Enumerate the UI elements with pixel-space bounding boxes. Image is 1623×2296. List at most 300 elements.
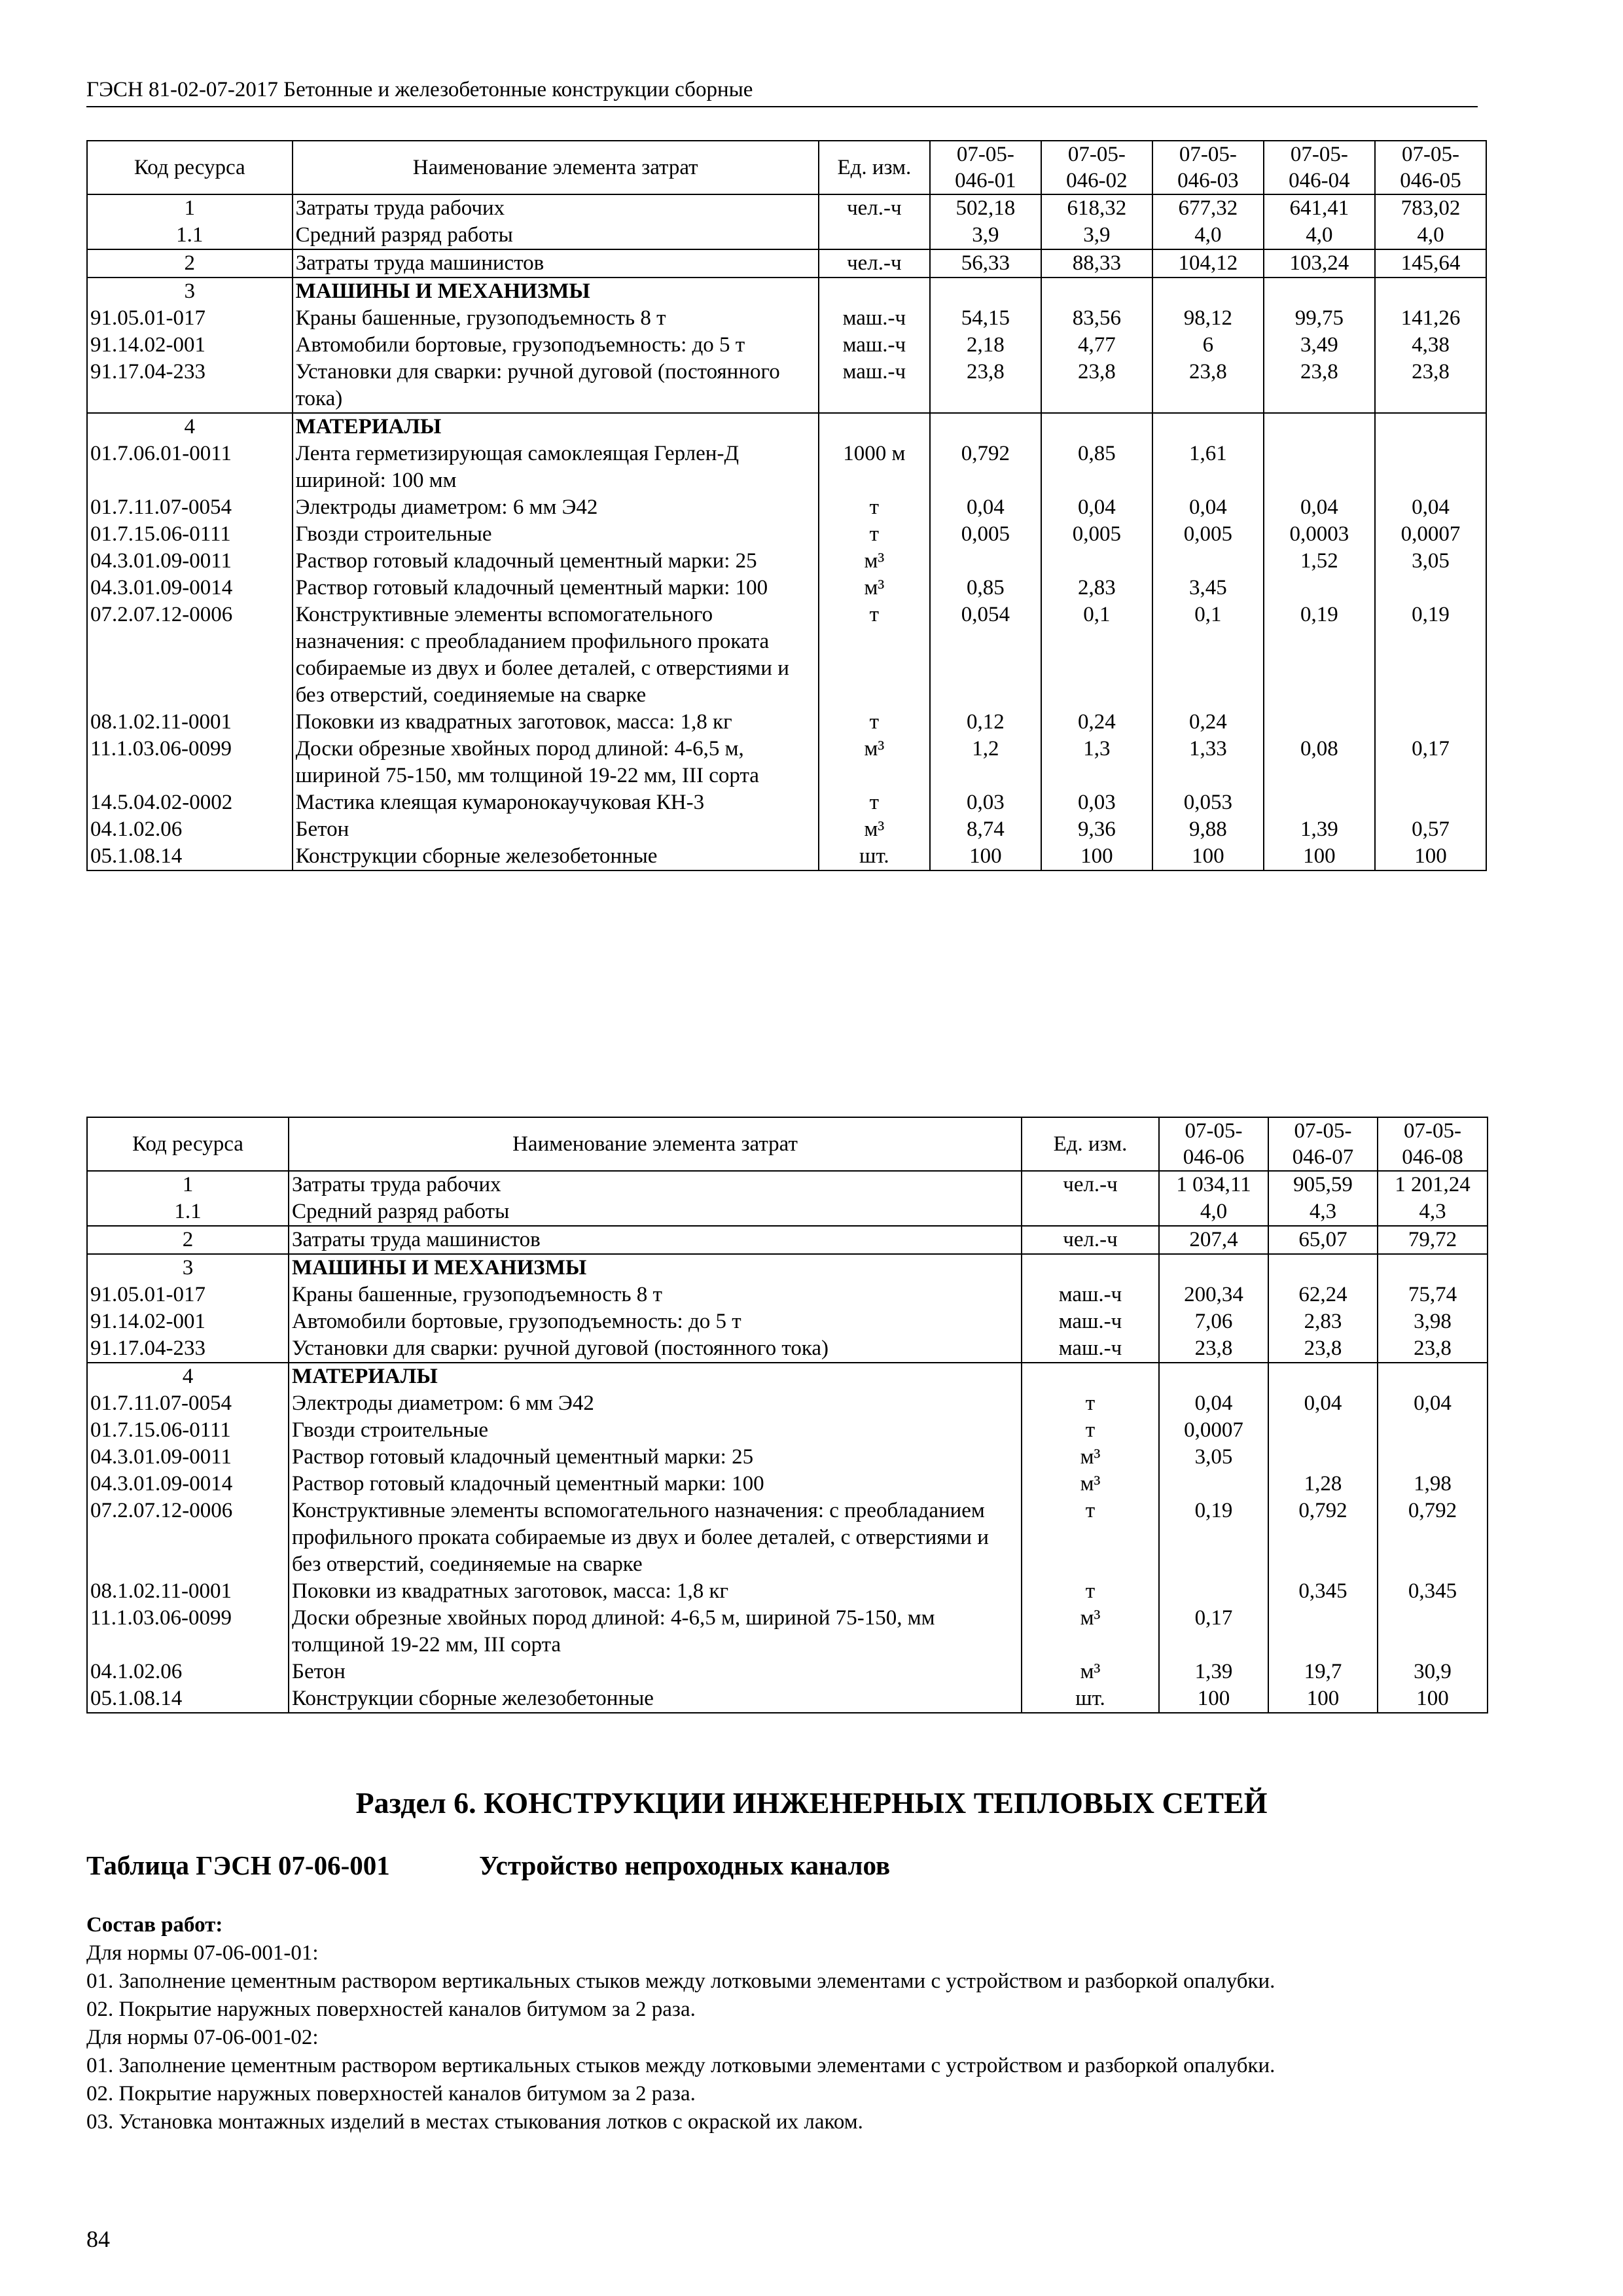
work-line: 03. Установка монтажных изделий в местах стыкования лотков с окраской их лаком. bbox=[86, 2110, 863, 2134]
resource-value: 0,19 bbox=[1264, 601, 1375, 709]
resource-unit: м³ bbox=[1022, 1471, 1159, 1498]
header-code: Код ресурса bbox=[87, 141, 293, 194]
resource-name: Поковки из квадратных заготовок, масса: 1,8 кг bbox=[289, 1578, 1022, 1605]
resource-unit: м³ bbox=[1022, 1659, 1159, 1685]
resource-code: 2 bbox=[87, 249, 293, 278]
resource-unit: маш.-ч bbox=[819, 332, 930, 359]
resource-name: Автомобили бортовые, грузоподъемность: до 5 т bbox=[293, 332, 819, 359]
resource-value: 0,03 bbox=[1041, 789, 1152, 816]
header-name: Наименование элемента затрат bbox=[289, 1117, 1022, 1171]
work-line: 01. Заполнение цементным раствором вертикальных стыков между лотковыми элементами с устройством и разборкой опалубки. bbox=[86, 1969, 1275, 1993]
resource-value bbox=[1268, 1605, 1378, 1659]
resource-name: Гвозди строительные bbox=[289, 1417, 1022, 1444]
resource-value bbox=[1375, 709, 1486, 736]
resource-value bbox=[930, 548, 1041, 575]
resource-code: 04.1.02.06 bbox=[87, 816, 293, 843]
header-code: Код ресурса bbox=[87, 1117, 289, 1171]
resource-value: 0,19 bbox=[1375, 601, 1486, 709]
resource-value: 1,98 bbox=[1378, 1471, 1488, 1498]
resource-name: Бетон bbox=[289, 1659, 1022, 1685]
resource-value bbox=[1375, 278, 1486, 305]
resource-value: 3,49 bbox=[1264, 332, 1375, 359]
resource-value: 1,61 bbox=[1152, 440, 1264, 494]
resource-code: 4 bbox=[87, 413, 293, 440]
resource-unit bbox=[819, 278, 930, 305]
resource-name: Доски обрезные хвойных пород длиной: 4-6,5 м, шириной 75-150, мм толщиной 19-22 мм, III сорта bbox=[293, 736, 819, 789]
resource-value: 23,8 bbox=[1264, 359, 1375, 413]
resource-code: 04.3.01.09-0011 bbox=[87, 548, 293, 575]
resource-unit: т bbox=[819, 789, 930, 816]
resource-value: 100 bbox=[1268, 1685, 1378, 1713]
resource-name: Гвозди строительные bbox=[293, 521, 819, 548]
resource-code: 08.1.02.11-0001 bbox=[87, 1578, 289, 1605]
resource-code: 14.5.04.02-0002 bbox=[87, 789, 293, 816]
resource-code: 91.14.02-001 bbox=[87, 1308, 289, 1335]
resource-value bbox=[1041, 548, 1152, 575]
resource-name: Электроды диаметром: 6 мм Э42 bbox=[289, 1390, 1022, 1417]
resource-code: 04.3.01.09-0011 bbox=[87, 1444, 289, 1471]
resource-value bbox=[1152, 413, 1264, 440]
resource-value: 4,0 bbox=[1159, 1198, 1268, 1226]
resource-value: 2,83 bbox=[1041, 575, 1152, 601]
resource-code: 07.2.07.12-0006 bbox=[87, 601, 293, 709]
resource-code: 91.05.01-017 bbox=[87, 305, 293, 332]
table-header-row bbox=[87, 1117, 1488, 1171]
table-row bbox=[87, 601, 1486, 709]
work-line: Для нормы 07-06-001-01: bbox=[86, 1941, 319, 1965]
resource-value bbox=[1159, 1471, 1268, 1498]
table-row bbox=[87, 789, 1486, 816]
resource-unit: 1000 м bbox=[819, 440, 930, 494]
resource-value bbox=[1378, 1254, 1488, 1282]
resource-unit: т bbox=[1022, 1390, 1159, 1417]
table-row bbox=[87, 1659, 1488, 1685]
resource-value: 0,04 bbox=[1268, 1390, 1378, 1417]
resource-value: 3,05 bbox=[1159, 1444, 1268, 1471]
table-row bbox=[87, 548, 1486, 575]
work-composition bbox=[86, 1911, 1526, 2136]
resource-value bbox=[1375, 789, 1486, 816]
resource-value: 677,32 bbox=[1152, 194, 1264, 222]
resource-name: Раствор готовый кладочный цементный марки: 100 bbox=[289, 1471, 1022, 1498]
resource-value: 23,8 bbox=[1375, 359, 1486, 413]
resource-unit: чел.-ч bbox=[819, 249, 930, 278]
table-row bbox=[87, 1335, 1488, 1363]
resource-value: 0,054 bbox=[930, 601, 1041, 709]
table-title bbox=[86, 1850, 890, 1881]
resource-value: 502,18 bbox=[930, 194, 1041, 222]
section-title: Раздел 6. КОНСТРУКЦИИ ИНЖЕНЕРНЫХ ТЕПЛОВЫХ СЕТЕЙ bbox=[355, 1786, 1268, 1820]
resource-name: Лента герметизирующая самоклеящая Герлен-Д шириной: 100 мм bbox=[293, 440, 819, 494]
resource-value: 23,8 bbox=[1268, 1335, 1378, 1363]
resource-name: Затраты труда машинистов bbox=[289, 1226, 1022, 1254]
resource-name: Конструктивные элементы вспомогательного назначения: с преобладанием профильного проката собираемые из двух и более деталей, с отверстиями и без отверстий, соединяемые на сварке bbox=[289, 1498, 1022, 1578]
resource-value: 0,17 bbox=[1159, 1605, 1268, 1659]
resource-value bbox=[1378, 1363, 1488, 1390]
resource-code: 04.1.02.06 bbox=[87, 1659, 289, 1685]
resource-value: 3,9 bbox=[930, 222, 1041, 249]
resource-name: Затраты труда машинистов bbox=[293, 249, 819, 278]
resource-unit: т bbox=[819, 521, 930, 548]
resource-value: 1,28 bbox=[1268, 1471, 1378, 1498]
table-row bbox=[87, 1254, 1488, 1282]
resource-code: 08.1.02.11-0001 bbox=[87, 709, 293, 736]
resource-code: 01.7.15.06-0111 bbox=[87, 1417, 289, 1444]
resource-value: 0,04 bbox=[1264, 494, 1375, 521]
resource-unit: т bbox=[1022, 1417, 1159, 1444]
table-row bbox=[87, 1498, 1488, 1578]
resource-unit: чел.-ч bbox=[1022, 1226, 1159, 1254]
header-unit: Ед. изм. bbox=[819, 141, 930, 194]
resource-code: 05.1.08.14 bbox=[87, 843, 293, 870]
resource-value: 1,39 bbox=[1159, 1659, 1268, 1685]
resource-code: 01.7.11.07-0054 bbox=[87, 1390, 289, 1417]
resource-value: 62,24 bbox=[1268, 1282, 1378, 1308]
resource-value: 0,005 bbox=[1041, 521, 1152, 548]
table-row bbox=[87, 1605, 1488, 1659]
resource-value bbox=[1159, 1254, 1268, 1282]
table-row bbox=[87, 1471, 1488, 1498]
resource-value: 54,15 bbox=[930, 305, 1041, 332]
resource-value: 0,04 bbox=[1159, 1390, 1268, 1417]
resource-code: 91.17.04-233 bbox=[87, 359, 293, 413]
resource-value: 100 bbox=[1264, 843, 1375, 870]
resource-value: 2,83 bbox=[1268, 1308, 1378, 1335]
resource-name: МАТЕРИАЛЫ bbox=[293, 413, 819, 440]
resource-value: 56,33 bbox=[930, 249, 1041, 278]
resource-unit: м³ bbox=[1022, 1444, 1159, 1471]
table-row bbox=[87, 1685, 1488, 1713]
resource-code: 91.05.01-017 bbox=[87, 1282, 289, 1308]
resource-value: 103,24 bbox=[1264, 249, 1375, 278]
table-row bbox=[87, 494, 1486, 521]
resource-name: Доски обрезные хвойных пород длиной: 4-6,5 м, шириной 75-150, мм толщиной 19-22 мм, III сорта bbox=[289, 1605, 1022, 1659]
table-row bbox=[87, 305, 1486, 332]
header-col: 07-05- 046-02 bbox=[1041, 141, 1152, 194]
resource-value: 79,72 bbox=[1378, 1226, 1488, 1254]
header-col: 07-05- 046-04 bbox=[1264, 141, 1375, 194]
resource-value: 1,2 bbox=[930, 736, 1041, 789]
resource-value bbox=[1378, 1444, 1488, 1471]
resource-value: 0,1 bbox=[1041, 601, 1152, 709]
resource-value bbox=[1264, 575, 1375, 601]
resource-value: 100 bbox=[1378, 1685, 1488, 1713]
resource-name: Установки для сварки: ручной дуговой (постоянного тока) bbox=[293, 359, 819, 413]
work-line: 02. Покрытие наружных поверхностей каналов битумом за 2 раза. bbox=[86, 2082, 696, 2106]
resource-value: 618,32 bbox=[1041, 194, 1152, 222]
resource-code: 1 bbox=[87, 194, 293, 222]
resource-value: 0,792 bbox=[1268, 1498, 1378, 1578]
resource-value bbox=[1264, 440, 1375, 494]
resource-unit: маш.-ч bbox=[1022, 1308, 1159, 1335]
resource-value: 0,85 bbox=[1041, 440, 1152, 494]
resource-name: Электроды диаметром: 6 мм Э42 bbox=[293, 494, 819, 521]
table-header-row bbox=[87, 141, 1486, 194]
resource-value: 3,05 bbox=[1375, 548, 1486, 575]
resource-name: Затраты труда рабочих bbox=[293, 194, 819, 222]
table-row bbox=[87, 1363, 1488, 1390]
resource-code: 04.3.01.09-0014 bbox=[87, 1471, 289, 1498]
resource-name: Автомобили бортовые, грузоподъемность: до 5 т bbox=[289, 1308, 1022, 1335]
resource-name: Бетон bbox=[293, 816, 819, 843]
resource-name: Установки для сварки: ручной дуговой (постоянного тока) bbox=[289, 1335, 1022, 1363]
work-heading: Состав работ: bbox=[86, 1913, 223, 1937]
resource-value bbox=[1378, 1417, 1488, 1444]
resource-value: 83,56 bbox=[1041, 305, 1152, 332]
resource-value: 0,053 bbox=[1152, 789, 1264, 816]
resource-value: 1 034,11 bbox=[1159, 1171, 1268, 1198]
resource-unit: шт. bbox=[819, 843, 930, 870]
resource-code: 91.14.02-001 bbox=[87, 332, 293, 359]
resource-unit: маш.-ч bbox=[1022, 1335, 1159, 1363]
resource-value bbox=[1268, 1363, 1378, 1390]
resource-code: 01.7.06.01-0011 bbox=[87, 440, 293, 494]
resource-value: 100 bbox=[1041, 843, 1152, 870]
resource-unit: т bbox=[819, 601, 930, 709]
resource-value bbox=[1159, 1363, 1268, 1390]
resource-value: 100 bbox=[1375, 843, 1486, 870]
resource-value: 0,0003 bbox=[1264, 521, 1375, 548]
table-row bbox=[87, 440, 1486, 494]
resource-code: 11.1.03.06-0099 bbox=[87, 1605, 289, 1659]
table-row bbox=[87, 278, 1486, 305]
resource-unit: маш.-ч bbox=[819, 305, 930, 332]
table-row bbox=[87, 413, 1486, 440]
resource-value: 1,39 bbox=[1264, 816, 1375, 843]
resource-value: 1 201,24 bbox=[1378, 1171, 1488, 1198]
resource-name: Конструкции сборные железобетонные bbox=[293, 843, 819, 870]
header-col: 07-05- 046-08 bbox=[1378, 1117, 1488, 1171]
resource-value: 0,85 bbox=[930, 575, 1041, 601]
resource-name: Поковки из квадратных заготовок, масса: 1,8 кг bbox=[293, 709, 819, 736]
table-row bbox=[87, 1578, 1488, 1605]
resource-table-1 bbox=[86, 140, 1487, 871]
work-line: Для нормы 07-06-001-02: bbox=[86, 2026, 319, 2049]
resource-value: 4,3 bbox=[1378, 1198, 1488, 1226]
resource-value bbox=[1159, 1578, 1268, 1605]
resource-unit: м³ bbox=[1022, 1605, 1159, 1659]
resource-unit: чел.-ч bbox=[819, 194, 930, 222]
work-line: 01. Заполнение цементным раствором вертикальных стыков между лотковыми элементами с устройством и разборкой опалубки. bbox=[86, 2054, 1275, 2077]
resource-value: 8,74 bbox=[930, 816, 1041, 843]
resource-value: 905,59 bbox=[1268, 1171, 1378, 1198]
resource-value: 23,8 bbox=[1159, 1335, 1268, 1363]
resource-value bbox=[930, 413, 1041, 440]
resource-value: 3,9 bbox=[1041, 222, 1152, 249]
resource-unit bbox=[1022, 1198, 1159, 1226]
table-row bbox=[87, 1417, 1488, 1444]
resource-value: 7,06 bbox=[1159, 1308, 1268, 1335]
resource-value: 100 bbox=[1159, 1685, 1268, 1713]
header-col: 07-05- 046-06 bbox=[1159, 1117, 1268, 1171]
resource-code: 05.1.08.14 bbox=[87, 1685, 289, 1713]
resource-value bbox=[1375, 440, 1486, 494]
running-header: ГЭСН 81-02-07-2017 Бетонные и железобетонные конструкции сборные bbox=[86, 77, 1478, 107]
resource-value: 0,04 bbox=[1041, 494, 1152, 521]
resource-value: 0,0007 bbox=[1159, 1417, 1268, 1444]
resource-unit: т bbox=[1022, 1578, 1159, 1605]
resource-value: 100 bbox=[1152, 843, 1264, 870]
resource-value: 3,98 bbox=[1378, 1308, 1488, 1335]
table-row bbox=[87, 222, 1486, 249]
table-row bbox=[87, 1444, 1488, 1471]
resource-value: 200,34 bbox=[1159, 1282, 1268, 1308]
resource-unit: т bbox=[1022, 1498, 1159, 1578]
resource-value: 99,75 bbox=[1264, 305, 1375, 332]
resource-unit: м³ bbox=[819, 736, 930, 789]
table-row bbox=[87, 1390, 1488, 1417]
resource-code: 2 bbox=[87, 1226, 289, 1254]
header-unit: Ед. изм. bbox=[1022, 1117, 1159, 1171]
resource-value: 4,0 bbox=[1375, 222, 1486, 249]
resource-value: 0,24 bbox=[1041, 709, 1152, 736]
resource-name: Затраты труда рабочих bbox=[289, 1171, 1022, 1198]
table-row bbox=[87, 194, 1486, 222]
resource-value: 783,02 bbox=[1375, 194, 1486, 222]
resource-value: 0,1 bbox=[1152, 601, 1264, 709]
resource-code: 1.1 bbox=[87, 1198, 289, 1226]
resource-table-2 bbox=[86, 1117, 1488, 1713]
resource-value bbox=[1264, 789, 1375, 816]
resource-value: 0,19 bbox=[1159, 1498, 1268, 1578]
resource-value bbox=[1152, 548, 1264, 575]
resource-value: 88,33 bbox=[1041, 249, 1152, 278]
resource-value: 23,8 bbox=[1378, 1335, 1488, 1363]
resource-value: 0,0007 bbox=[1375, 521, 1486, 548]
resource-code: 01.7.15.06-0111 bbox=[87, 521, 293, 548]
resource-value: 1,52 bbox=[1264, 548, 1375, 575]
resource-code: 4 bbox=[87, 1363, 289, 1390]
table-row bbox=[87, 1282, 1488, 1308]
resource-value bbox=[1264, 413, 1375, 440]
resource-value: 4,0 bbox=[1152, 222, 1264, 249]
resource-unit: м³ bbox=[819, 575, 930, 601]
resource-unit bbox=[819, 413, 930, 440]
resource-unit: т bbox=[819, 494, 930, 521]
resource-value: 0,005 bbox=[1152, 521, 1264, 548]
resource-code: 91.17.04-233 bbox=[87, 1335, 289, 1363]
resource-unit: т bbox=[819, 709, 930, 736]
resource-value: 4,0 bbox=[1264, 222, 1375, 249]
resource-value: 0,345 bbox=[1378, 1578, 1488, 1605]
resource-unit: маш.-ч bbox=[1022, 1282, 1159, 1308]
resource-value bbox=[1268, 1254, 1378, 1282]
table-row bbox=[87, 332, 1486, 359]
table-row bbox=[87, 359, 1486, 413]
resource-value: 23,8 bbox=[1041, 359, 1152, 413]
resource-value: 1,33 bbox=[1152, 736, 1264, 789]
resource-value bbox=[1378, 1605, 1488, 1659]
resource-value: 100 bbox=[930, 843, 1041, 870]
resource-value bbox=[1268, 1417, 1378, 1444]
resource-value bbox=[1268, 1444, 1378, 1471]
resource-code: 11.1.03.06-0099 bbox=[87, 736, 293, 789]
resource-value: 23,8 bbox=[930, 359, 1041, 413]
resource-value: 207,4 bbox=[1159, 1226, 1268, 1254]
resource-value: 0,03 bbox=[930, 789, 1041, 816]
resource-value: 0,17 bbox=[1375, 736, 1486, 789]
resource-value: 0,12 bbox=[930, 709, 1041, 736]
resource-unit: маш.-ч bbox=[819, 359, 930, 413]
resource-value: 141,26 bbox=[1375, 305, 1486, 332]
header-col: 07-05- 046-01 bbox=[930, 141, 1041, 194]
resource-value bbox=[1041, 278, 1152, 305]
table-row bbox=[87, 575, 1486, 601]
resource-value: 0,345 bbox=[1268, 1578, 1378, 1605]
header-col: 07-05- 046-05 bbox=[1375, 141, 1486, 194]
resource-value: 145,64 bbox=[1375, 249, 1486, 278]
resource-value: 1,3 bbox=[1041, 736, 1152, 789]
table-title-name: Устройство непроходных каналов bbox=[479, 1850, 891, 1880]
resource-value bbox=[930, 278, 1041, 305]
resource-value bbox=[1041, 413, 1152, 440]
header-col: 07-05- 046-07 bbox=[1268, 1117, 1378, 1171]
resource-value: 4,38 bbox=[1375, 332, 1486, 359]
table-row bbox=[87, 521, 1486, 548]
resource-name: Мастика клеящая кумаронокаучуковая КН-3 bbox=[293, 789, 819, 816]
resource-unit bbox=[1022, 1363, 1159, 1390]
resource-value: 30,9 bbox=[1378, 1659, 1488, 1685]
header-name: Наименование элемента затрат bbox=[293, 141, 819, 194]
resource-unit: м³ bbox=[819, 816, 930, 843]
table-row bbox=[87, 1171, 1488, 1198]
resource-name: Краны башенные, грузоподъемность 8 т bbox=[289, 1282, 1022, 1308]
resource-value: 75,74 bbox=[1378, 1282, 1488, 1308]
table-title-code: Таблица ГЭСН 07-06-001 bbox=[86, 1850, 390, 1880]
resource-value bbox=[1375, 413, 1486, 440]
resource-code: 1 bbox=[87, 1171, 289, 1198]
resource-code: 3 bbox=[87, 1254, 289, 1282]
resource-value bbox=[1264, 709, 1375, 736]
table-row bbox=[87, 736, 1486, 789]
page-number: 84 bbox=[86, 2226, 110, 2252]
resource-value: 3,45 bbox=[1152, 575, 1264, 601]
resource-unit bbox=[1022, 1254, 1159, 1282]
resource-name: Краны башенные, грузоподъемность 8 т bbox=[293, 305, 819, 332]
resource-code: 3 bbox=[87, 278, 293, 305]
resource-code: 1.1 bbox=[87, 222, 293, 249]
resource-unit: шт. bbox=[1022, 1685, 1159, 1713]
resource-value: 4,77 bbox=[1041, 332, 1152, 359]
resource-value: 0,792 bbox=[1378, 1498, 1488, 1578]
resource-name: Раствор готовый кладочный цементный марки: 25 bbox=[289, 1444, 1022, 1471]
resource-value: 6 bbox=[1152, 332, 1264, 359]
resource-unit: м³ bbox=[819, 548, 930, 575]
resource-name: МАТЕРИАЛЫ bbox=[289, 1363, 1022, 1390]
resource-value: 0,04 bbox=[1375, 494, 1486, 521]
resource-name: МАШИНЫ И МЕХАНИЗМЫ bbox=[293, 278, 819, 305]
resource-name: Средний разряд работы bbox=[289, 1198, 1022, 1226]
table-row bbox=[87, 249, 1486, 278]
table-row bbox=[87, 1198, 1488, 1226]
resource-name: Раствор готовый кладочный цементный марки: 25 bbox=[293, 548, 819, 575]
resource-value: 9,88 bbox=[1152, 816, 1264, 843]
resource-value: 0,04 bbox=[930, 494, 1041, 521]
resource-value bbox=[1264, 278, 1375, 305]
table-row bbox=[87, 843, 1486, 870]
work-line: 02. Покрытие наружных поверхностей каналов битумом за 2 раза. bbox=[86, 1998, 696, 2021]
resource-value: 0,04 bbox=[1378, 1390, 1488, 1417]
resource-code: 07.2.07.12-0006 bbox=[87, 1498, 289, 1578]
resource-value bbox=[1152, 278, 1264, 305]
resource-value: 0,04 bbox=[1152, 494, 1264, 521]
resource-value: 0,08 bbox=[1264, 736, 1375, 789]
resource-value: 19,7 bbox=[1268, 1659, 1378, 1685]
resource-value bbox=[1375, 575, 1486, 601]
resource-unit bbox=[819, 222, 930, 249]
table-row bbox=[87, 816, 1486, 843]
resource-value: 0,57 bbox=[1375, 816, 1486, 843]
